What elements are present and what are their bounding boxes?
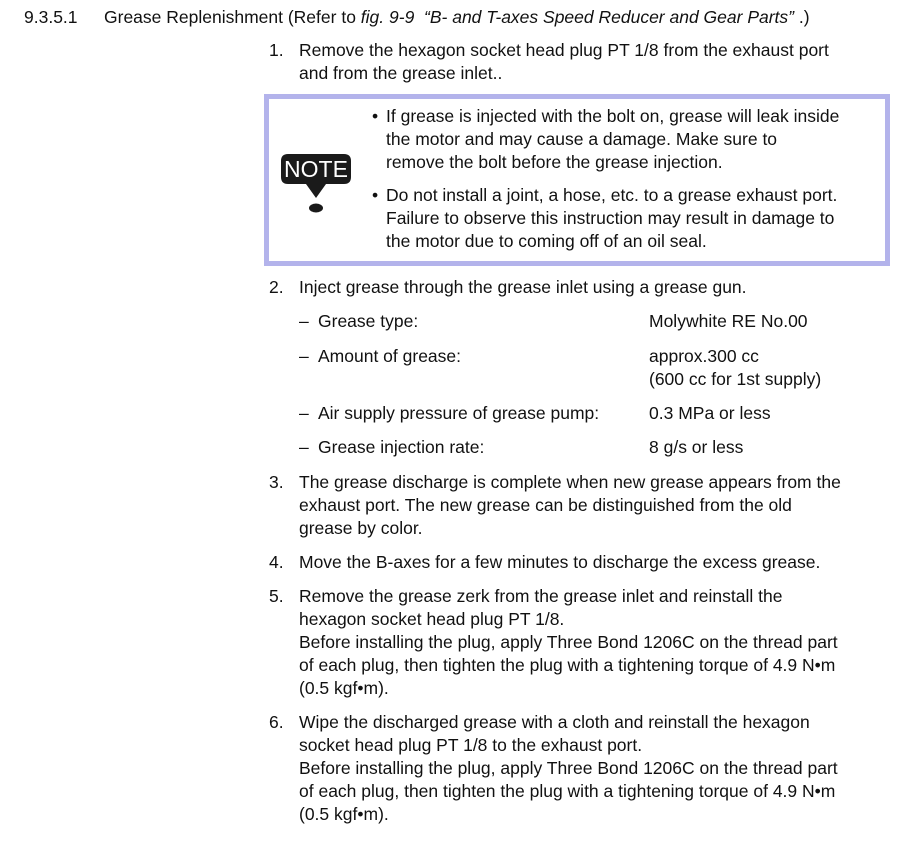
note-line: Failure to observe this instruction may result in damage to bbox=[386, 208, 835, 228]
heading-close: .) bbox=[794, 7, 810, 27]
step-number: 3. bbox=[269, 472, 284, 492]
step-number: 6. bbox=[269, 712, 284, 732]
note-line: the motor due to coming off of an oil seal. bbox=[386, 231, 707, 251]
figure-title: “B- and T-axes Speed Reducer and Gear Parts” bbox=[424, 7, 794, 27]
spec-value: 0.3 MPa or less bbox=[649, 403, 771, 423]
step-line: grease by color. bbox=[299, 518, 423, 538]
spec-value: 8 g/s or less bbox=[649, 437, 744, 457]
note-text bbox=[386, 184, 837, 253]
note-line: remove the bolt before the grease injection. bbox=[386, 152, 723, 172]
note-text bbox=[386, 105, 839, 174]
step-line: Move the B-axes for a few minutes to discharge the excess grease. bbox=[299, 552, 821, 572]
step-text bbox=[299, 39, 899, 85]
spec-label: Air supply pressure of grease pump: bbox=[318, 403, 600, 423]
spec-label: Grease injection rate: bbox=[318, 437, 485, 457]
note-line: the motor and may cause a damage. Make sure to bbox=[386, 129, 778, 149]
step-text bbox=[299, 711, 899, 826]
step-line: and from the grease inlet.. bbox=[299, 63, 503, 83]
step-text bbox=[299, 585, 899, 700]
figure-reference: fig. 9-9 bbox=[360, 7, 415, 27]
step-number: 1. bbox=[269, 40, 284, 60]
step-line: of each plug, then tighten the plug with a tightening torque of 4.9 N•m bbox=[299, 781, 836, 801]
note-icon-label: NOTE bbox=[284, 156, 348, 182]
spec-label: Grease type: bbox=[318, 311, 419, 331]
step-text bbox=[299, 276, 899, 299]
dash: – bbox=[299, 346, 309, 366]
step-line: hexagon socket head plug PT 1/8. bbox=[299, 609, 565, 629]
step-line: of each plug, then tighten the plug with a tightening torque of 4.9 N•m bbox=[299, 655, 836, 675]
step-number: 4. bbox=[269, 552, 284, 572]
spec-value-line: approx.300 cc bbox=[649, 346, 759, 366]
step-number: 2. bbox=[269, 277, 284, 297]
spec-value: Molywhite RE No.00 bbox=[649, 311, 808, 331]
step-number: 5. bbox=[269, 586, 284, 606]
step-line: (0.5 kgf•m). bbox=[299, 678, 389, 698]
step-line: Before installing the plug, apply Three Bond 1206C on the thread part bbox=[299, 632, 838, 652]
step-text bbox=[299, 551, 899, 574]
note-line: If grease is injected with the bolt on, grease will leak inside bbox=[386, 106, 840, 126]
step-line: Before installing the plug, apply Three Bond 1206C on the thread part bbox=[299, 758, 838, 778]
step-line: exhaust port. The new grease can be distinguished from the old bbox=[299, 495, 792, 515]
section-heading bbox=[24, 6, 810, 29]
note-icon bbox=[280, 150, 352, 216]
step-line: Inject grease through the grease inlet using a grease gun. bbox=[299, 277, 747, 297]
bullet: • bbox=[372, 185, 379, 205]
spec-value-line: (600 cc for 1st supply) bbox=[649, 369, 822, 389]
dash: – bbox=[299, 437, 309, 457]
section-number: 9.3.5.1 bbox=[24, 7, 78, 27]
spec-label: Amount of grease: bbox=[318, 346, 461, 366]
step-line: Remove the grease zerk from the grease inlet and reinstall the bbox=[299, 586, 783, 606]
dash: – bbox=[299, 403, 309, 423]
step-line: socket head plug PT 1/8 to the exhaust port. bbox=[299, 735, 643, 755]
dash: – bbox=[299, 311, 309, 331]
spec-value bbox=[649, 345, 821, 391]
note-icon-dot bbox=[309, 204, 323, 213]
step-line: The grease discharge is complete when new grease appears from the bbox=[299, 472, 841, 492]
bullet: • bbox=[372, 106, 379, 126]
step-line: Wipe the discharged grease with a cloth and reinstall the hexagon bbox=[299, 712, 810, 732]
step-line: Remove the hexagon socket head plug PT 1/8 from the exhaust port bbox=[299, 40, 829, 60]
section-title: Grease Replenishment (Refer to bbox=[104, 7, 361, 27]
step-line: (0.5 kgf•m). bbox=[299, 804, 389, 824]
step-text bbox=[299, 471, 899, 540]
note-line: Do not install a joint, a hose, etc. to a grease exhaust port. bbox=[386, 185, 838, 205]
